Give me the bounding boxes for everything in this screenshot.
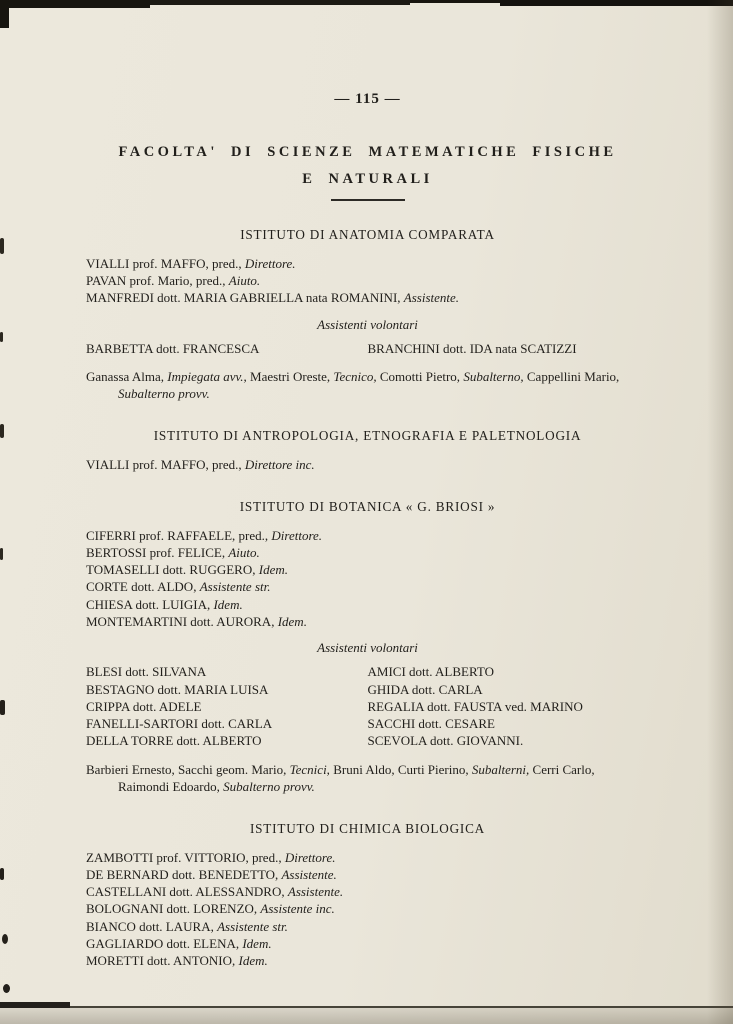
staff-entry bbox=[86, 562, 649, 578]
volunteer-entry: DELLA TORRE dott. ALBERTO bbox=[86, 733, 262, 749]
staff-entry bbox=[86, 545, 649, 561]
volunteers-column-right bbox=[368, 664, 650, 750]
staff-name: VIALLI prof. MAFFO, pred., bbox=[86, 456, 245, 472]
staff-role: Assistente. bbox=[281, 866, 337, 882]
staff-role: Assistente. bbox=[403, 290, 460, 306]
staff-role: Idem. bbox=[238, 953, 268, 968]
staff-entry bbox=[86, 597, 649, 613]
staff-role: Assistente inc. bbox=[260, 901, 335, 917]
staff-entry bbox=[86, 919, 649, 935]
staff-name: VIALLI prof. MAFFO, pred., bbox=[86, 255, 245, 271]
staff-entry bbox=[86, 936, 649, 952]
staff-role: Assistente str. bbox=[199, 579, 271, 595]
staff-role: Aiuto. bbox=[228, 273, 261, 289]
staff-name: TOMASELLI dott. RUGGERO, bbox=[86, 562, 259, 578]
staff-name: BOLOGNANI dott. LORENZO, bbox=[86, 901, 261, 917]
staff-name: MANFREDI dott. MARIA GABRIELLA nata ROMANINI, bbox=[86, 290, 404, 306]
institute-heading: ISTITUTO DI CHIMICA BIOLOGICA bbox=[249, 821, 486, 836]
faculty-title-line2: E NATURALI bbox=[302, 170, 433, 187]
staff-entry bbox=[86, 953, 649, 969]
staff-list bbox=[86, 457, 649, 473]
staff-role: Direttore. bbox=[271, 527, 323, 543]
staff-role: Assistente. bbox=[287, 884, 344, 899]
title-rule bbox=[331, 199, 405, 201]
staff-role: Idem. bbox=[258, 562, 288, 578]
staff-name: CASTELLANI dott. ALESSANDRO, bbox=[86, 884, 288, 899]
staff-name: MONTEMARTINI dott. AURORA, bbox=[86, 613, 278, 629]
staff-name: BERTOSSI prof. FELICE, bbox=[86, 544, 229, 560]
staff-role: Idem. bbox=[277, 613, 307, 629]
volunteer-entry: BARBETTA dott. FRANCESCA bbox=[86, 340, 260, 356]
support-staff-paragraph: Barbieri Ernesto, Sacchi geom. Mario, Tecnici, Bruni Aldo, Curti Pierino, Subalterni, Cerri Carlo, Raimondi Edoardo, Subalterno provv. bbox=[86, 761, 595, 794]
volunteers-column-right bbox=[368, 341, 650, 358]
volunteers-column-left bbox=[86, 664, 368, 750]
staff-entry bbox=[86, 867, 649, 883]
volunteers-column-left bbox=[86, 341, 368, 358]
section-botanica bbox=[86, 499, 649, 795]
staff-entry bbox=[86, 290, 649, 306]
support-staff-paragraph: Ganassa Alma, Impiegata avv., Maestri Oreste, Tecnico, Comotti Pietro, Subalterno, Cappellini Mario, Subalterno provv. bbox=[86, 369, 620, 402]
volunteer-entry: BRANCHINI dott. IDA nata SCATIZZI bbox=[367, 340, 577, 356]
volunteers-subheading: Assistenti volontari bbox=[317, 316, 418, 332]
staff-list bbox=[86, 850, 649, 970]
staff-entry bbox=[86, 528, 649, 544]
section-chimica-biologica bbox=[86, 821, 649, 969]
staff-name: ZAMBOTTI prof. VITTORIO, pred., bbox=[86, 849, 285, 865]
staff-entry bbox=[86, 579, 649, 595]
section-antropologia bbox=[86, 428, 649, 473]
staff-role: Idem. bbox=[242, 935, 272, 951]
staff-name: CHIESA dott. LUIGIA, bbox=[86, 596, 214, 612]
volunteer-entry: BESTAGNO dott. MARIA LUISA bbox=[86, 681, 269, 697]
staff-entry bbox=[86, 901, 649, 917]
institute-heading: ISTITUTO DI BOTANICA « G. BRIOSI » bbox=[239, 499, 496, 515]
volunteers-subheading: Assistenti volontari bbox=[317, 640, 418, 656]
institute-heading: ISTITUTO DI ANTROPOLOGIA, ETNOGRAFIA E PALETNOLOGIA bbox=[153, 428, 582, 444]
volunteer-entry: FANELLI-SARTORI dott. CARLA bbox=[86, 716, 273, 732]
staff-entry bbox=[86, 457, 649, 473]
staff-list bbox=[86, 256, 649, 307]
staff-entry bbox=[86, 273, 649, 289]
volunteer-entry: REGALIA dott. FAUSTA ved. MARINO bbox=[367, 698, 583, 714]
ink-mark bbox=[3, 984, 10, 993]
faculty-title bbox=[86, 139, 649, 202]
faculty-title-line1: FACOLTA' DI SCIENZE MATEMATICHE FISICHE bbox=[118, 143, 617, 160]
volunteer-entry: AMICI dott. ALBERTO bbox=[367, 664, 494, 680]
staff-name: CORTE dott. ALDO, bbox=[86, 579, 200, 595]
staff-role: Idem. bbox=[213, 596, 243, 612]
staff-entry bbox=[86, 256, 649, 272]
volunteers-columns bbox=[86, 341, 649, 358]
staff-name: DE BERNARD dott. BENEDETTO, bbox=[86, 866, 282, 882]
staff-role: Direttore inc. bbox=[244, 456, 315, 472]
page-number: — 115 — bbox=[334, 91, 401, 107]
staff-role: Aiuto. bbox=[228, 544, 260, 560]
section-anatomia-comparata bbox=[86, 227, 649, 402]
volunteer-entry: BLESI dott. SILVANA bbox=[86, 664, 207, 680]
volunteer-entry: SACCHI dott. CESARE bbox=[367, 716, 495, 732]
staff-name: PAVAN prof. Mario, pred., bbox=[86, 273, 229, 289]
staff-entry bbox=[86, 850, 649, 866]
volunteer-entry: SCEVOLA dott. GIOVANNI. bbox=[367, 733, 524, 749]
staff-name: MORETTI dott. ANTONIO, bbox=[86, 953, 239, 968]
staff-role: Direttore. bbox=[244, 255, 296, 271]
staff-name: BIANCO dott. LAURA, bbox=[86, 918, 218, 934]
staff-name: GAGLIARDO dott. ELENA, bbox=[86, 935, 243, 951]
staff-list bbox=[86, 528, 649, 631]
institute-heading: ISTITUTO DI ANATOMIA COMPARATA bbox=[240, 227, 495, 243]
staff-role: Direttore. bbox=[284, 849, 336, 865]
staff-entry bbox=[86, 884, 649, 900]
staff-name: CIFERRI prof. RAFFAELE, pred., bbox=[86, 527, 272, 543]
volunteer-entry: CRIPPA dott. ADELE bbox=[86, 698, 202, 714]
volunteers-columns bbox=[86, 664, 649, 750]
volunteer-entry: GHIDA dott. CARLA bbox=[367, 681, 483, 697]
staff-entry bbox=[86, 614, 649, 630]
page-edge-shadow-bottom bbox=[0, 1008, 733, 1024]
staff-role: Assistente str. bbox=[217, 918, 288, 934]
